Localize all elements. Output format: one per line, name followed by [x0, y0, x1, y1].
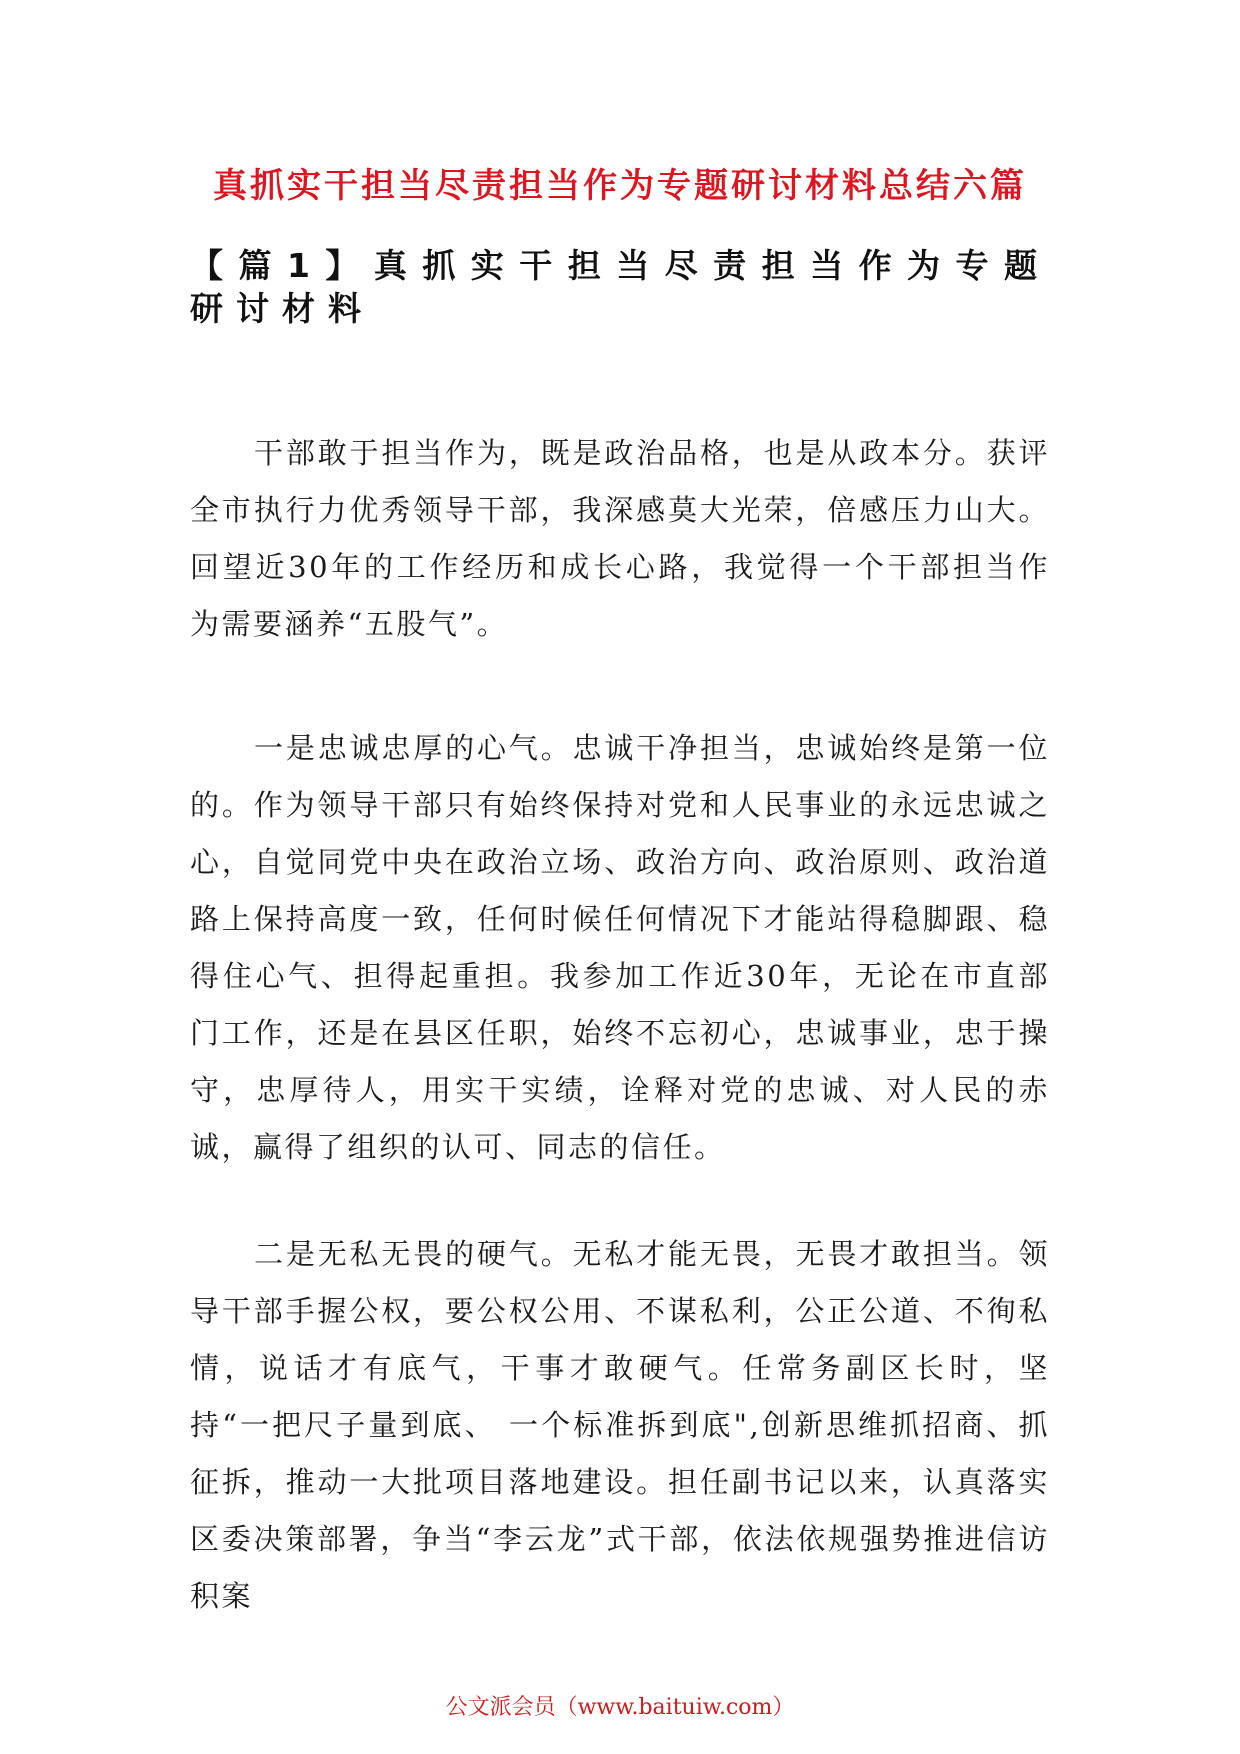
- body-paragraph: 干部敢于担当作为，既是政治品格，也是从政本分。获评全市执行力优秀领导干部，我深感莫大光荣，倍感压力山大。回望近30年的工作经历和成长心路，我觉得一个干部担当作为需要涵养“五股气”。: [190, 436, 1050, 641]
- document-title: 真抓实干担当尽责担当作为专题研讨材料总结六篇: [213, 166, 1027, 206]
- section-heading: 【篇1】真抓实干担当尽责担当作为专题研讨材料: [190, 246, 1050, 328]
- footer-watermark: 公文派会员（www.baituiw.com）: [445, 1695, 795, 1720]
- body-paragraph: 一是忠诚忠厚的心气。忠诚干净担当，忠诚始终是第一位的。作为领导干部只有始终保持对党和人民事业的永远忠诚之心，自觉同党中央在政治立场、政治方向、政治原则、政治道路上保持高度一致，任何时候任何情况下才能站得稳脚跟、稳得住心气、担得起重担。我参加工作近30年，无论在市直部门工作，还是在县区任职，始终不忘初心，忠诚事业，忠于操守，忠厚待人，用实干实绩，诠释对党的忠诚、对人民的赤诚，赢得了组织的认可、同志的信任。: [190, 731, 1050, 1164]
- body-paragraph: 二是无私无畏的硬气。无私才能无畏，无畏才敢担当。领导干部手握公权，要公权公用、不谋私利，公正公道、不徇私情，说话才有底气，干事才敢硬气。任常务副区长时，坚持“一把尺子量到底、 一个标准拆到底",创新思维抓招商、抓征拆，推动一大批项目落地建设。担任副书记以来，认真落实区委决策部署，争当“李云龙”式干部，依法依规强势推进信访积案: [190, 1237, 1050, 1613]
